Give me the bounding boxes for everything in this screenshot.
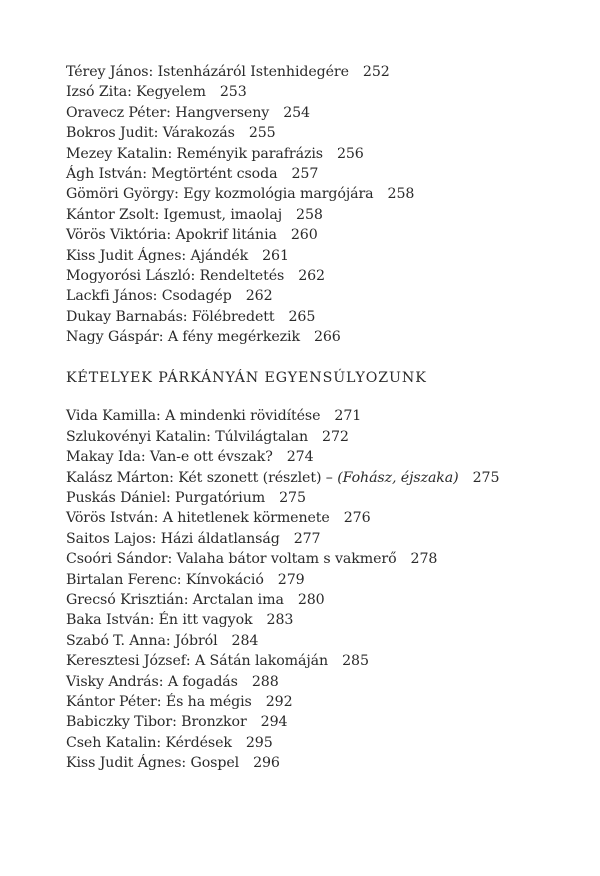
entry-title: Istenházáról Istenhidegére <box>157 64 349 80</box>
entry-page-number: 280 <box>297 591 325 608</box>
toc-entry: Gömöri György: Egy kozmológia margójára 258 <box>66 186 415 203</box>
entry-author: Visky András <box>66 673 159 690</box>
entry-page-number: 274 <box>286 449 314 466</box>
table-of-contents <box>66 62 586 774</box>
toc-entry: Babiczky Tibor: Bronzkor 294 <box>66 714 288 731</box>
entry-title: A fény megérkezik <box>167 329 300 346</box>
entry-page-number: 261 <box>262 247 289 264</box>
entry-title: A hitetlenek körmenete <box>162 510 330 527</box>
entry-author: Makay Ida <box>66 449 141 466</box>
entry-page-number: 285 <box>342 653 369 670</box>
entry-title: A fogadás <box>167 673 238 690</box>
entry-author: Kiss Judit Ágnes <box>66 755 182 772</box>
entry-author: Csoóri Sándor <box>66 551 168 568</box>
toc-entry: Grecsó Krisztián: Arctalan ima 280 <box>66 591 325 608</box>
entry-title: A mindenki rövidítése <box>165 408 321 425</box>
entry-title: Apokrif litánia <box>175 227 277 244</box>
entry-title: Purgatórium <box>175 490 266 507</box>
entry-page-number: 253 <box>219 84 247 101</box>
entry-title: Igemust, imaolaj <box>163 206 283 223</box>
entry-title: Kegyelem <box>136 84 206 101</box>
entry-author: Lackfi János <box>66 288 153 305</box>
entry-title: Reményik parafrázis <box>176 145 323 162</box>
entry-title: Bronzkor <box>181 714 247 731</box>
entry-page-number: 275 <box>279 490 306 507</box>
toc-entry: Cseh Katalin: Kérdések 295 <box>66 734 273 751</box>
toc-group-2 <box>66 406 586 773</box>
entry-author: Babiczky Tibor <box>66 714 173 731</box>
entry-page-number: 258 <box>387 186 415 203</box>
entry-page-number: 257 <box>291 165 319 182</box>
entry-author: Baka István <box>66 612 150 629</box>
entry-page-number: 278 <box>410 551 438 568</box>
entry-title: Házi áldatlanság <box>160 530 280 547</box>
entry-author: Szlukovényi Katalin <box>66 428 207 445</box>
entry-page-number: 272 <box>322 428 349 445</box>
entry-page-number: 295 <box>245 734 273 751</box>
entry-title: Gospel <box>190 755 240 772</box>
entry-author: Kántor Péter <box>66 693 157 710</box>
toc-entry: Ágh István: Megtörtént csoda 257 <box>66 165 319 182</box>
entry-title: Hangverseny <box>175 104 270 121</box>
toc-entry: Szlukovényi Katalin: Túlvilágtalan 272 <box>66 428 349 445</box>
entry-author: Mezey Katalin <box>66 145 168 162</box>
entry-title: Kérdések <box>165 734 232 751</box>
toc-entry: Bokros Judit: Várakozás 255 <box>66 125 276 142</box>
entry-page-number: 265 <box>288 308 316 325</box>
entry-title: Ajándék <box>190 247 249 264</box>
entry-page-number: 262 <box>245 288 273 305</box>
entry-author: Kántor Zsolt <box>66 206 155 223</box>
entry-page-number: 262 <box>298 267 325 284</box>
entry-title: Egy kozmológia margójára <box>183 186 374 203</box>
entry-page-number: 256 <box>336 145 364 162</box>
entry-title: Valaha bátor voltam s vakmerő <box>176 551 397 568</box>
toc-entry: Kiss Judit Ágnes: Gospel 296 <box>66 755 280 772</box>
entry-author: Oravecz Péter <box>66 104 167 121</box>
entry-subtitle: (Fohász, éjszaka) <box>337 469 459 486</box>
entry-author: Kiss Judit Ágnes <box>66 247 182 264</box>
entry-title: Megtörtént csoda <box>151 165 278 182</box>
toc-entry: Térey János: Istenházáról Istenhidegére 252 <box>66 64 390 80</box>
entry-title: Kínvokáció <box>185 571 264 588</box>
entry-author: Gömöri György <box>66 186 175 203</box>
entry-title: Arctalan ima <box>192 591 284 608</box>
toc-entry: Baka István: Én itt vagyok 283 <box>66 612 294 629</box>
entry-author: Szabó T. Anna <box>66 632 166 649</box>
toc-entry: Visky András: A fogadás 288 <box>66 673 279 690</box>
entry-author: Dukay Barnabás <box>66 308 183 325</box>
entry-author: Izsó Zita <box>66 84 128 101</box>
toc-entry: Csoóri Sándor: Valaha bátor voltam s vakmerő 278 <box>66 551 438 568</box>
entry-page-number: 283 <box>266 612 294 629</box>
entry-page-number: 296 <box>253 755 280 772</box>
entry-title: Csodagép <box>161 288 232 305</box>
toc-entry: Makay Ida: Van-e ott évszak? 274 <box>66 449 314 466</box>
entry-title: Én itt vagyok <box>158 612 253 629</box>
entry-author: Grecsó Krisztián <box>66 591 184 608</box>
entry-page-number: 271 <box>334 408 362 425</box>
toc-entry: Szabó T. Anna: Jóbról 284 <box>66 632 259 649</box>
entry-author: Bokros Judit <box>66 125 154 142</box>
toc-entry: Nagy Gáspár: A fény megérkezik 266 <box>66 329 341 346</box>
entry-page-number: 266 <box>313 329 341 346</box>
toc-entry: Keresztesi József: A Sátán lakomáján 285 <box>66 653 369 670</box>
entry-title: Jóbról <box>174 632 218 649</box>
entry-page-number: 252 <box>362 64 390 80</box>
toc-entry: Mezey Katalin: Reményik parafrázis 256 <box>66 145 364 162</box>
entry-author: Cseh Katalin <box>66 734 157 751</box>
entry-author: Vida Kamilla <box>66 408 156 425</box>
entry-author: Térey János <box>66 64 149 80</box>
entry-page-number: 292 <box>265 693 293 710</box>
toc-entry: Lackfi János: Csodagép 262 <box>66 288 273 305</box>
toc-entry: Oravecz Péter: Hangverseny 254 <box>66 104 310 121</box>
entry-author: Vörös Viktória <box>66 227 167 244</box>
entry-page-number: 254 <box>283 104 310 121</box>
entry-page-number: 260 <box>290 227 318 244</box>
toc-entry: Kántor Zsolt: Igemust, imaolaj 258 <box>66 206 323 223</box>
toc-group-1 <box>66 62 586 347</box>
entry-title: Két szonett (részlet) – <box>178 469 338 486</box>
entry-author: Birtalan Ferenc <box>66 571 177 588</box>
toc-entry: Kántor Péter: És ha mégis 292 <box>66 693 293 710</box>
entry-page-number: 288 <box>251 673 279 690</box>
entry-author: Ágh István <box>66 165 143 182</box>
entry-title: És ha mégis <box>165 693 252 710</box>
toc-entry: Vida Kamilla: A mindenki rövidítése 271 <box>66 408 362 425</box>
entry-author: Puskás Dániel <box>66 490 166 507</box>
section-heading: KÉTELYEK PÁRKÁNYÁN EGYENSÚLYOZUNK <box>66 370 427 387</box>
entry-author: Kalász Márton <box>66 469 170 486</box>
toc-entry: Kiss Judit Ágnes: Ajándék 261 <box>66 247 289 264</box>
entry-page-number: 277 <box>293 530 321 547</box>
entry-page-number: 255 <box>248 125 276 142</box>
entry-page-number: 284 <box>231 632 259 649</box>
entry-title: A Sátán lakomáján <box>195 653 329 670</box>
toc-entry: Kalász Márton: Két szonett (részlet) – (Fohász, éjszaka) 275 <box>66 469 500 486</box>
entry-page-number: 276 <box>343 510 371 527</box>
entry-author: Mogyorósi László <box>66 267 191 284</box>
entry-author: Keresztesi József <box>66 653 186 670</box>
toc-entry: Dukay Barnabás: Fölébredett 265 <box>66 308 316 325</box>
entry-title: Túlvilágtalan <box>215 428 309 445</box>
toc-entry: Vörös Viktória: Apokrif litánia 260 <box>66 227 318 244</box>
entry-page-number: 275 <box>472 469 500 486</box>
entry-title: Van-e ott évszak? <box>149 449 273 466</box>
entry-page-number: 258 <box>296 206 323 223</box>
entry-page-number: 279 <box>277 571 305 588</box>
entry-page-number: 294 <box>260 714 288 731</box>
toc-entry: Izsó Zita: Kegyelem 253 <box>66 84 247 101</box>
toc-entry: Saitos Lajos: Házi áldatlanság 277 <box>66 530 321 547</box>
toc-entry: Birtalan Ferenc: Kínvokáció 279 <box>66 571 305 588</box>
toc-entry: Puskás Dániel: Purgatórium 275 <box>66 490 306 507</box>
entry-author: Vörös István <box>66 510 154 527</box>
entry-title: Rendeltetés <box>199 267 285 284</box>
toc-entry: Mogyorósi László: Rendeltetés 262 <box>66 267 325 284</box>
entry-title: Várakozás <box>162 125 235 142</box>
entry-author: Saitos Lajos <box>66 530 152 547</box>
toc-entry: Vörös István: A hitetlenek körmenete 276 <box>66 510 371 527</box>
entry-author: Nagy Gáspár <box>66 329 159 346</box>
entry-title: Fölébredett <box>191 308 275 325</box>
